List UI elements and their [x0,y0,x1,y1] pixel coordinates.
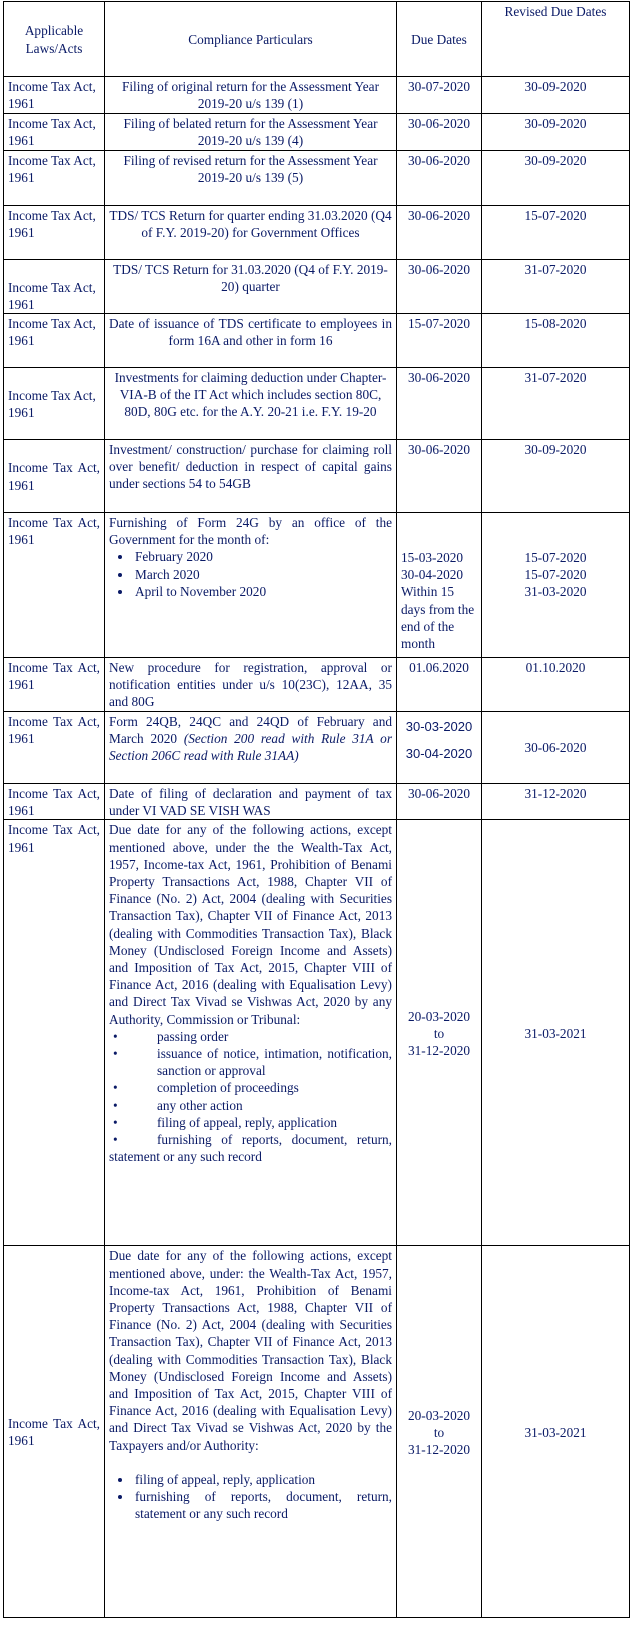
action-list [109,1028,392,1166]
header-row [4,2,630,77]
due-date-cell: 30-06-2020 [397,206,482,260]
particulars-cell [105,712,397,784]
revised-date-value: 31-03-2020 [524,584,587,600]
due-date-value: to [433,1025,445,1041]
list-item: • filing of appeal, reply, application [133,1471,392,1488]
due-date-value: 20-03-2020 [407,1008,471,1024]
due-date-cell: 30-06-2020 [397,151,482,206]
due-date-cell: 30-06-2020 [397,440,482,513]
particulars-cell [105,820,397,1246]
table-row [4,368,630,440]
revised-date-cell: 31-07-2020 [482,260,630,314]
due-date-value: Within 15 days from the end of the month [401,584,475,652]
revised-date-cell: 31-07-2020 [482,368,630,440]
header-revised-due-dates: Revised Due Dates [482,2,630,77]
revised-date-cell: 31-03-2021 [482,1246,630,1618]
particulars-cell: Date of filing of declaration and payment of tax under VI VAD SE VISH WAS [105,784,397,820]
table-row [4,151,630,206]
due-date-value: 30-03-2020 [405,719,473,734]
revised-date-cell: 30-09-2020 [482,114,630,151]
table-row [4,820,630,1246]
table-row [4,712,630,784]
particulars-cell: Date of issuance of TDS certificate to employees in form 16A and other in form 16 [105,314,397,368]
list-item: • filing of appeal, reply, application [109,1114,392,1131]
month-list [109,548,392,600]
compliance-document [3,1,629,1618]
list-item: • April to November 2020 [133,583,392,600]
table-row [4,77,630,114]
due-date-value: 15-03-2020 [401,550,464,565]
law-cell: Income Tax Act, 1961 [4,206,105,260]
revised-date-cell [482,513,630,658]
due-date-cell: 30-07-2020 [397,77,482,114]
list-item: • completion of proceedings [109,1079,392,1096]
particulars-cell: Investments for claiming deduction under Chapter-VIA-B of the IT Act which includes section 80C, 80D, 80G etc. for the A.Y. 20-21 i.e. F.Y. 19-20 [105,368,397,440]
due-date-cell: 15-07-2020 [397,314,482,368]
law-cell: Income Tax Act, 1961 [4,513,105,658]
law-cell: Income Tax Act, 1961 [4,114,105,151]
revised-date-cell: 15-08-2020 [482,314,630,368]
particulars-intro: Furnishing of Form 24G by an office of the Government for the month of: [109,515,392,548]
due-date-cell [397,1246,482,1618]
particulars-note: (Section 200 read with Rule 31A or Section 206C read with Rule 31AA) [109,731,393,764]
law-cell: Income Tax Act, 1961 [4,440,105,513]
due-date-value: 30-04-2020 [405,746,473,762]
revised-date-cell: 30-06-2020 [482,712,630,784]
revised-date-cell: 15-07-2020 [482,206,630,260]
header-applicable-laws: Applicable Laws/Acts [4,2,105,77]
action-list [109,1471,392,1523]
due-date-cell: 30-06-2020 [397,368,482,440]
due-date-cell: 30-06-2020 [397,784,482,820]
law-cell: Income Tax Act, 1961 [4,77,105,114]
particulars-intro: Due date for any of the following actions, except mentioned above, under: the Wealth-Tax Act, 1957, Income-tax Act, 1961, Prohibition of Benami Property Transactions Act, 1988, Chapter VII of Finance (No. 2) Act, 2004 (dealing with Securities Transaction Tax), Chapter VII of Finance Act, 2013 (dealing with Commodities Transaction Tax), Black Money (Undisclosed Foreign Income and Assets) and Imposition of Tax Act, 2015, Chapter VIII of Finance Act, 2016 (dealing with Equalisation Levy) and Direct Tax Vivad se Vishwas Act, 2020 by the Taxpayers and/or Authority: [109,1248,392,1453]
law-cell: Income Tax Act, 1961 [4,712,105,784]
law-cell: Income Tax Act, 1961 [4,820,105,1246]
law-cell: Income Tax Act, 1961 [4,260,105,314]
table-row [4,206,630,260]
revised-date-cell: 30-09-2020 [482,151,630,206]
particulars-cell [105,513,397,658]
particulars-cell: New procedure for registration, approval or notification entities under u/s 10(23C), 12AA, 35 and 80G [105,658,397,712]
due-date-cell: 01.06.2020 [397,658,482,712]
revised-date-cell: 30-09-2020 [482,440,630,513]
header-due-dates: Due Dates [397,2,482,77]
revised-date-cell: 31-03-2021 [482,820,630,1246]
table-row [4,513,630,658]
particulars-cell: Filing of original return for the Assessment Year 2019-20 u/s 139 (1) [105,77,397,114]
particulars-cell: Filing of revised return for the Assessment Year 2019-20 u/s 139 (5) [105,151,397,206]
header-compliance-particulars: Compliance Particulars [105,2,397,77]
particulars-cell: TDS/ TCS Return for 31.03.2020 (Q4 of F.Y. 2019-20) quarter [105,260,397,314]
table-row [4,260,630,314]
law-cell: Income Tax Act, 1961 [4,151,105,206]
compliance-table [3,1,630,1618]
particulars-text: Form 24QB, 24QC and 24QD of February and March 2020 [109,714,392,747]
table-row [4,658,630,712]
list-item: • February 2020 [133,548,392,565]
revised-date-value: 15-07-2020 [524,567,587,583]
table-row [4,440,630,513]
revised-date-cell: 01.10.2020 [482,658,630,712]
law-cell: Income Tax Act, 1961 [4,314,105,368]
law-cell: Income Tax Act, 1961 [4,368,105,440]
list-item: • issuance of notice, intimation, notification, sanction or approval [109,1045,392,1079]
due-date-value: 31-12-2020 [407,1442,471,1457]
law-cell: Income Tax Act, 1961 [4,658,105,712]
revised-date-value: 15-07-2020 [524,550,587,565]
list-item: • any other action [109,1097,392,1114]
table-row [4,1246,630,1618]
revised-date-cell: 31-12-2020 [482,784,630,820]
particulars-cell: Filing of belated return for the Assessment Year 2019-20 u/s 139 (4) [105,114,397,151]
due-date-cell: 30-06-2020 [397,260,482,314]
particulars-intro: Due date for any of the following actions, except mentioned above, under the the Wealth-Tax Act, 1957, Income-tax Act, 1961, Prohibition of Benami Property Transactions Act, 1988, Chapter VII of Finance (No. 2) Act, 2004 (dealing with Securities Transaction Tax), Chapter VII of Finance Act, 2013 (dealing with Commodities Transaction Tax), Black Money (Undisclosed Foreign Income and Assets) and Imposition of Tax Act, 2015, Chapter VIII of Finance Act, 2016 (dealing with Equalisation Levy) and Direct Tax Vivad se Vishwas Act, 2020 by any Authority, Commission or Tribunal: [109,822,392,1027]
table-row [4,114,630,151]
table-row [4,314,630,368]
particulars-cell: Investment/ construction/ purchase for claiming roll over benefit/ deduction in respect of capital gains under sections 54 to 54GB [105,440,397,513]
law-cell: Income Tax Act, 1961 [4,784,105,820]
due-date-value: 30-04-2020 [401,567,464,583]
revised-date-cell: 30-09-2020 [482,77,630,114]
due-date-value: 31-12-2020 [407,1043,471,1058]
table-row [4,784,630,820]
particulars-cell: TDS/ TCS Return for quarter ending 31.03.2020 (Q4 of F.Y. 2019-20) for Government Offices [105,206,397,260]
due-date-cell [397,820,482,1246]
due-date-cell: 30-06-2020 [397,114,482,151]
list-item: • furnishing of reports, document, return, statement or any such record [133,1488,392,1522]
list-item: • furnishing of reports, document, return, statement or any such record [109,1131,392,1165]
particulars-cell [105,1246,397,1618]
due-date-cell [397,712,482,784]
list-item: • passing order [109,1028,392,1045]
due-date-cell [397,513,482,658]
due-date-value: to [433,1424,445,1440]
list-item: • March 2020 [133,566,392,583]
due-date-value: 20-03-2020 [407,1407,471,1423]
law-cell: Income Tax Act, 1961 [4,1246,105,1618]
